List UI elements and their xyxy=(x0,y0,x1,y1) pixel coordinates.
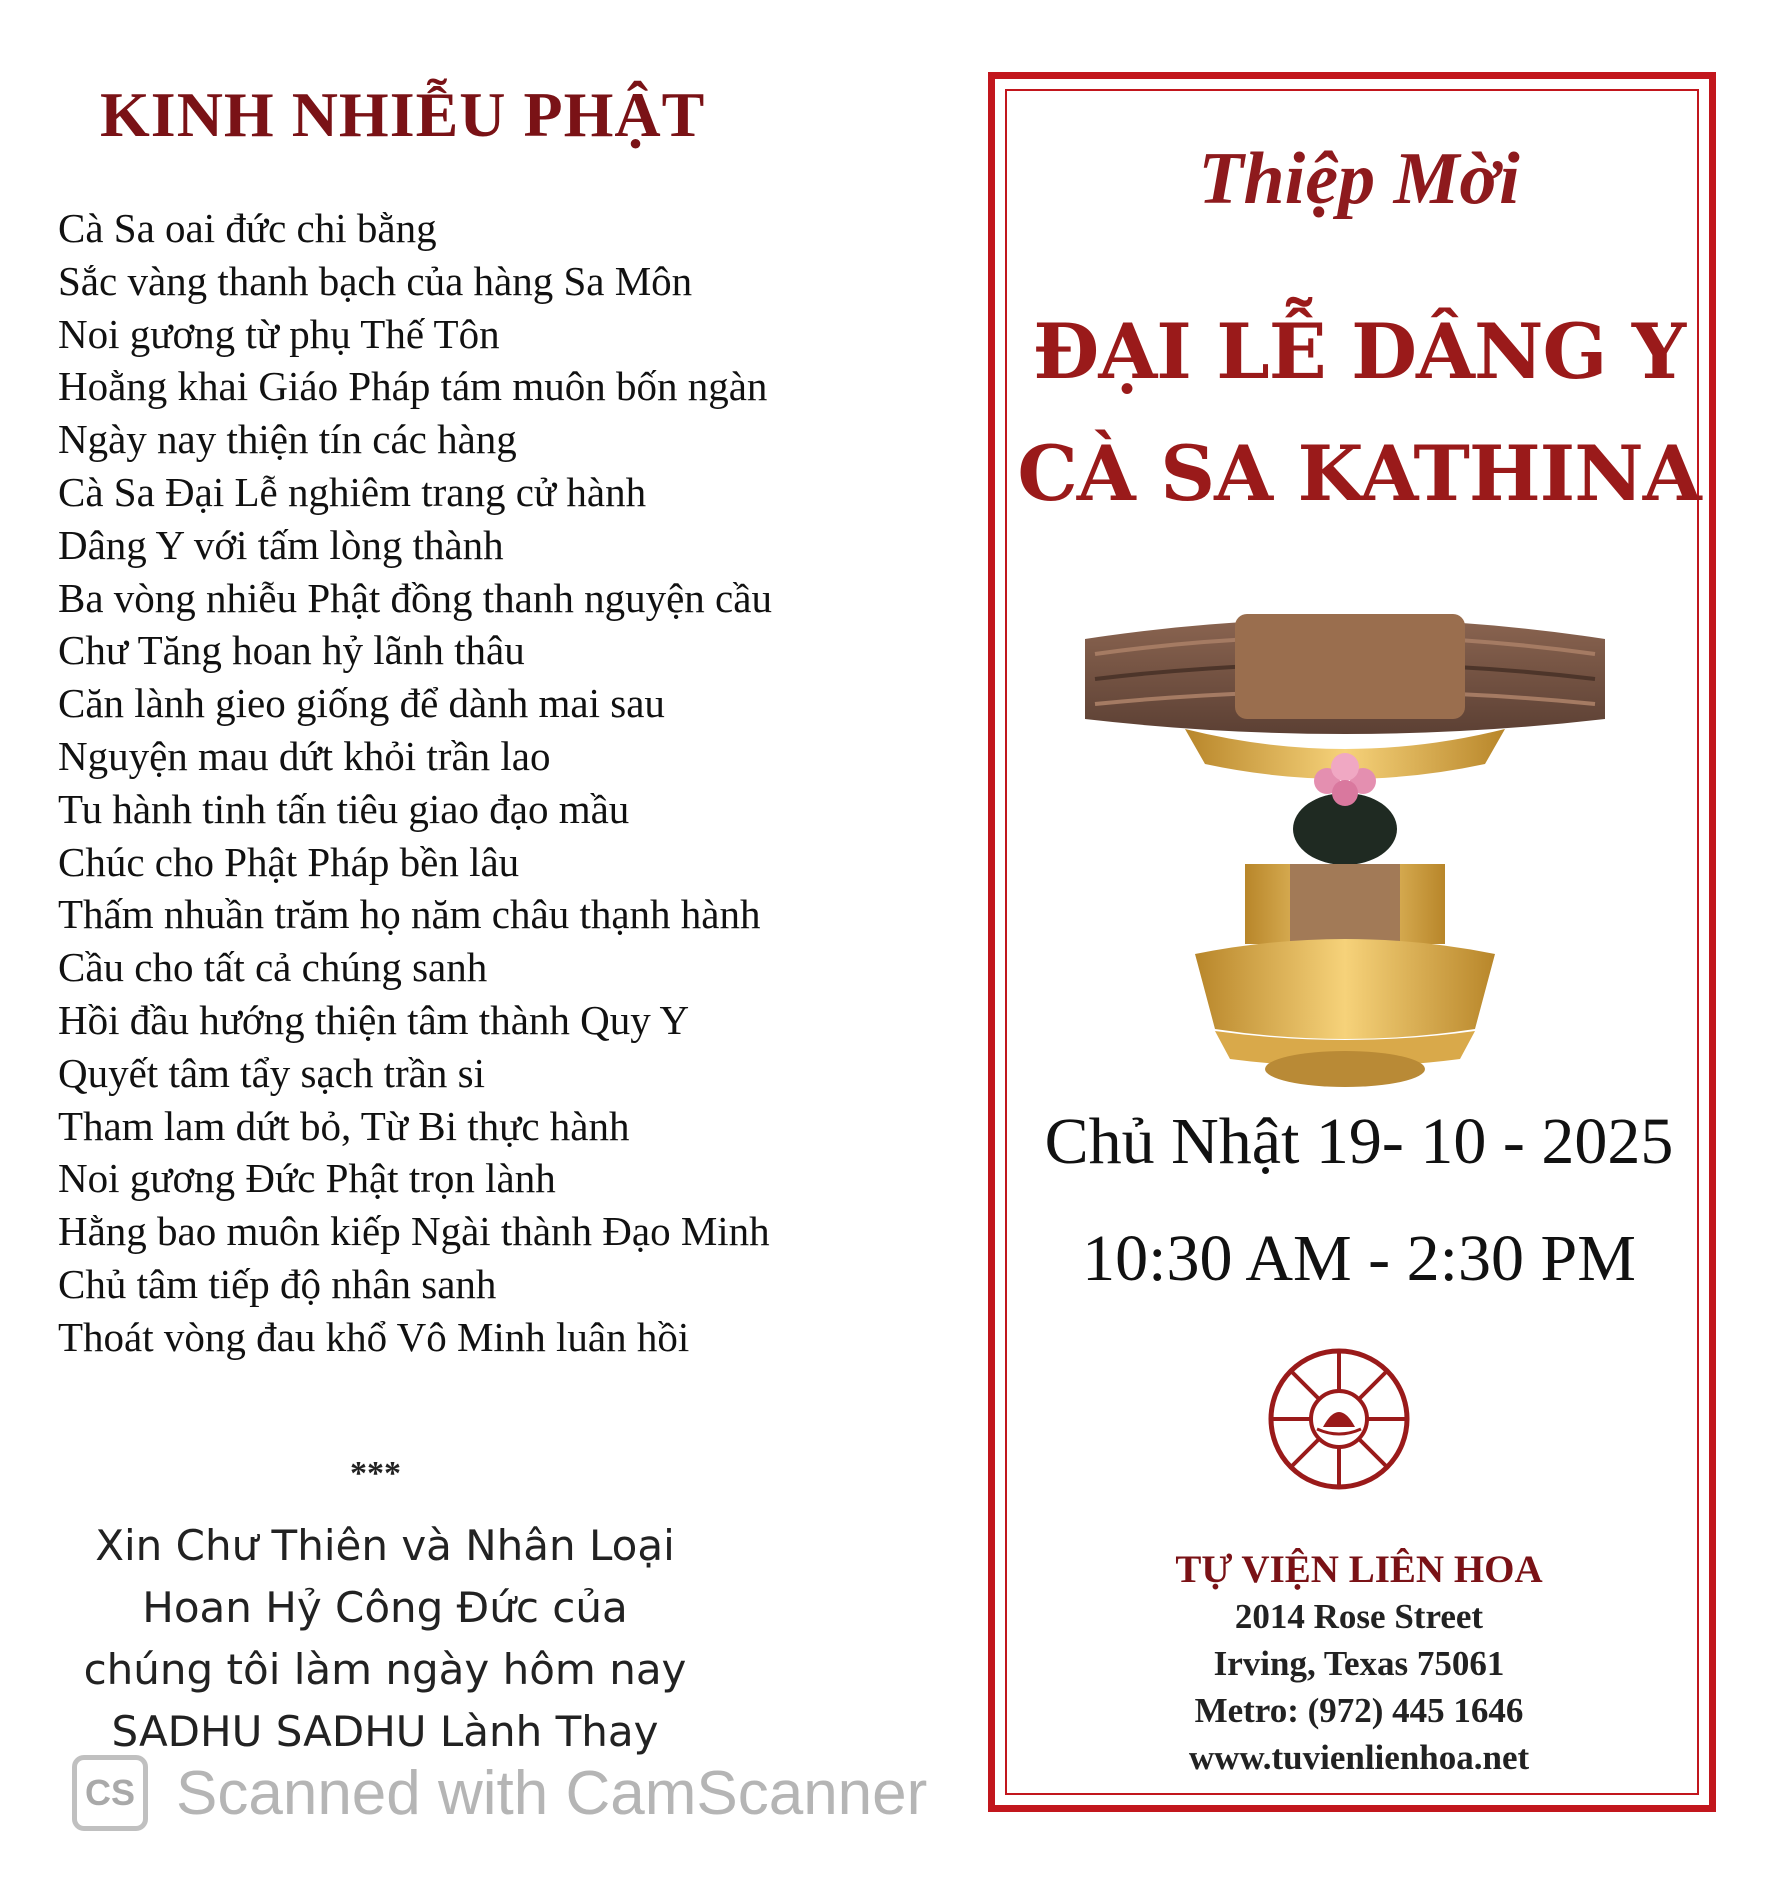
poem-line: Thấm nhuần trăm họ năm châu thạnh hành xyxy=(58,891,761,938)
poem-line: Căn lành gieo giống để dành mai sau xyxy=(58,680,665,727)
poem-line: Noi gương từ phụ Thế Tôn xyxy=(58,310,500,357)
poem-title: KINH NHIỄU PHẬT xyxy=(100,79,706,150)
poem-line: Thoát vòng đau khổ Vô Minh luân hồi xyxy=(58,1313,690,1360)
poem-line: Hoằng khai Giáo Pháp tám muôn bốn ngàn xyxy=(58,363,768,410)
poem-line: Tham lam dứt bỏ, Từ Bi thực hành xyxy=(58,1102,630,1149)
camscanner-text: Scanned with CamScanner xyxy=(176,1758,928,1828)
section-separator: *** xyxy=(350,1455,401,1492)
website-link[interactable]: www.tuvienlienhoa.net xyxy=(1188,1738,1530,1777)
invitation-heading: Thiệp Mời xyxy=(1198,138,1520,220)
dharma-wheel-lotus-icon xyxy=(1267,1347,1411,1491)
poem-line: Ngày nay thiện tín các hàng xyxy=(58,416,517,463)
poem-line: Dâng Y với tấm lòng thành xyxy=(58,521,504,568)
poem-line: Sắc vàng thanh bạch của hàng Sa Môn xyxy=(58,257,693,304)
poem-line: Noi gương Đức Phật trọn lành xyxy=(58,1155,556,1202)
poem-line: Chúc cho Phật Pháp bền lâu xyxy=(58,838,520,885)
camscanner-logo-icon: CS xyxy=(72,1755,148,1831)
phone-number: Metro: (972) 445 1646 xyxy=(1194,1691,1524,1730)
street-address: 2014 Rose Street xyxy=(1234,1597,1484,1636)
event-title-line1: ĐẠI LỄ DÂNG Y xyxy=(1032,307,1686,396)
event-date: Chủ Nhật 19- 10 - 2025 xyxy=(1044,1105,1674,1178)
blessing-line: SADHU SADHU Lành Thay xyxy=(111,1707,659,1756)
poem-lines xyxy=(58,202,772,1364)
poem-line: Quyết tâm tẩy sạch trần si xyxy=(58,1049,485,1096)
blessing-line: Xin Chư Thiên và Nhân Loại xyxy=(95,1521,675,1570)
kathina-robe-offering-image xyxy=(1065,579,1625,1099)
poem-line: Tu hành tinh tấn tiêu giao đạo mầu xyxy=(58,785,630,832)
blessing-line: chúng tôi làm ngày hôm nay xyxy=(83,1645,687,1694)
blessing-text xyxy=(40,1515,730,1763)
temple-name: TỰ VIỆN LIÊN HOA xyxy=(1175,1548,1543,1591)
event-time: 10:30 AM - 2:30 PM xyxy=(1082,1222,1636,1295)
camscanner-watermark xyxy=(72,1755,927,1831)
poem-line: Chư Tăng hoan hỷ lãnh thâu xyxy=(58,627,525,674)
poem-line: Cà Sa Đại Lễ nghiêm trang cử hành xyxy=(58,468,647,515)
poem-line: Nguyện mau dứt khỏi trần lao xyxy=(58,732,551,779)
poem-line: Ba vòng nhiễu Phật đồng thanh nguyện cầu xyxy=(58,574,772,621)
temple-address xyxy=(995,1546,1723,1781)
poem-line: Cầu cho tất cả chúng sanh xyxy=(58,944,488,991)
poem-line: Cà Sa oai đức chi bằng xyxy=(58,205,437,251)
poem-line: Hằng bao muôn kiếp Ngài thành Đạo Minh xyxy=(58,1208,770,1255)
event-title-line2: CÀ SA KATHINA xyxy=(1017,429,1701,518)
city-state-zip: Irving, Texas 75061 xyxy=(1213,1644,1505,1683)
poem-line: Hồi đầu hướng thiện tâm thành Quy Y xyxy=(58,996,690,1043)
invitation-card xyxy=(988,72,1716,1812)
blessing-line: Hoan Hỷ Công Đức của xyxy=(142,1583,628,1632)
poem-line: Chủ tâm tiếp độ nhân sanh xyxy=(58,1260,497,1307)
